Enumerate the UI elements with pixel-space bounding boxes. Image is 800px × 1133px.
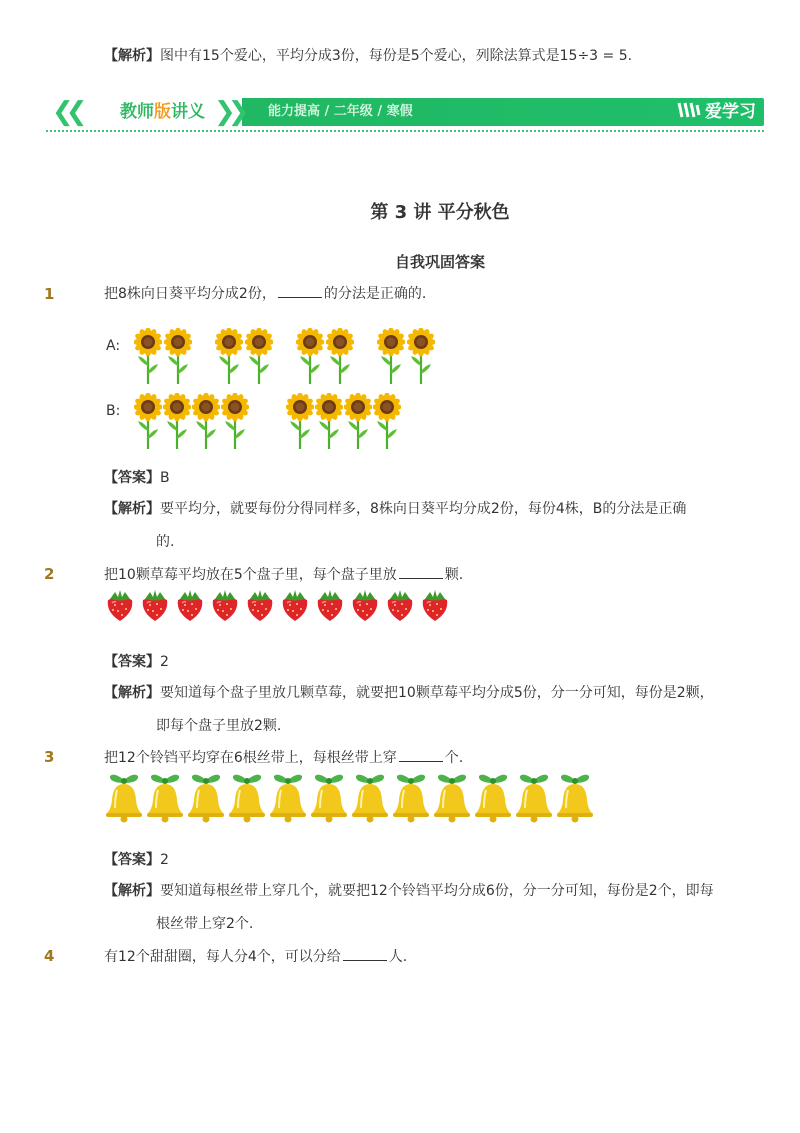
strawberry-icon [104, 588, 136, 622]
answer-blank [343, 948, 387, 961]
sunflower-icon [377, 328, 405, 384]
sunflower-row-b [134, 393, 402, 449]
answer-line: 【答案】2 [104, 654, 169, 670]
banner-title: 教师版讲义 [120, 102, 205, 122]
strawberry-icon [384, 588, 416, 622]
question-stem: 把10颗草莓平均放在5个盘子里，每个盘子里放 颗. [104, 567, 464, 583]
breadcrumb: 能力提高 / 二年级 / 寒假 [268, 104, 413, 119]
divider [46, 130, 764, 132]
answer-blank [278, 285, 322, 298]
sunflower-icon [164, 328, 192, 384]
bell-icon [309, 770, 349, 824]
logo-icon [677, 101, 701, 125]
analysis-line: 根丝带上穿2个. [156, 916, 254, 932]
answer-value: B [160, 470, 170, 486]
strawberry-icon [279, 588, 311, 622]
analysis-tag: 【解析】 [104, 48, 160, 64]
sunflower-icon [286, 393, 314, 449]
answer-value: 2 [160, 852, 169, 868]
bell-icon [514, 770, 554, 824]
sunflower-icon [192, 393, 220, 449]
analysis-line: 的. [156, 534, 175, 550]
bell-row [104, 770, 596, 824]
sunflower-icon [296, 328, 324, 384]
sunflower-icon [344, 393, 372, 449]
option-label: A: [106, 338, 121, 354]
answer-value: 2 [160, 654, 169, 670]
sunflower-icon [407, 328, 435, 384]
option-label: B: [106, 403, 121, 419]
bell-icon [104, 770, 144, 824]
sunflower-icon [221, 393, 249, 449]
question-number: 4 [44, 947, 55, 965]
analysis-line: 【解析】要平均分，就要每份分得同样多，8株向日葵平均分成2份，每份4株，B的分法是正确 [104, 501, 687, 517]
bell-icon [555, 770, 595, 824]
answer-blank [399, 566, 443, 579]
bell-icon [268, 770, 308, 824]
question-stem: 有12个甜甜圈，每人分4个，可以分给 人. [104, 949, 408, 965]
question-number: 2 [44, 565, 55, 583]
sunflower-icon [134, 328, 162, 384]
bell-icon [186, 770, 226, 824]
analysis-line: 【解析】要知道每根丝带上穿几个，就要把12个铃铛平均分成6份，分一分可知，每份是2个，即每 [104, 883, 714, 899]
sunflower-icon [134, 393, 162, 449]
analysis-line: 即每个盘子里放2颗. [156, 718, 282, 734]
section-title: 自我巩固答案 [394, 253, 485, 271]
sunflower-row-a [134, 328, 437, 384]
answer-line: 【答案】B [104, 470, 170, 486]
strawberry-icon [174, 588, 206, 622]
bell-icon [473, 770, 513, 824]
strawberry-icon [314, 588, 346, 622]
strawberry-icon [244, 588, 276, 622]
double-chevron-left-icon: ❮❮ [52, 97, 80, 127]
analysis-text: 图中有15个爱心，平均分成3份，每份是5个爱心，列除法算式是15÷3 = 5. [160, 48, 633, 64]
sunflower-icon [326, 328, 354, 384]
bell-icon [350, 770, 390, 824]
question-number: 3 [44, 748, 55, 766]
bell-icon [145, 770, 185, 824]
question-stem: 把8株向日葵平均分成2份， 的分法是正确的. [104, 286, 427, 302]
double-chevron-right-icon: ❯❯ [214, 97, 242, 127]
strawberry-row [104, 588, 454, 622]
answer-line: 【答案】2 [104, 852, 169, 868]
bell-icon [432, 770, 472, 824]
question-stem: 把12个铃铛平均穿在6根丝带上，每根丝带上穿 个. [104, 750, 464, 766]
brand-logo: 爱学习 [677, 101, 756, 125]
answer-blank [399, 749, 443, 762]
strawberry-icon [209, 588, 241, 622]
question-number: 1 [44, 285, 55, 303]
bell-icon [391, 770, 431, 824]
analysis-line: 【解析】要知道每个盘子里放几颗草莓，就要把10颗草莓平均分成5份，分一分可知，每份是2颗， [104, 685, 714, 701]
sunflower-icon [163, 393, 191, 449]
sunflower-icon [215, 328, 243, 384]
strawberry-icon [349, 588, 381, 622]
bell-icon [227, 770, 267, 824]
strawberry-icon [139, 588, 171, 622]
sunflower-icon [315, 393, 343, 449]
sunflower-icon [373, 393, 401, 449]
strawberry-icon [419, 588, 451, 622]
lecture-title: 第 3 讲 平分秋色 [370, 202, 510, 223]
top-analysis [104, 47, 632, 65]
sunflower-icon [245, 328, 273, 384]
header-banner [46, 98, 764, 126]
